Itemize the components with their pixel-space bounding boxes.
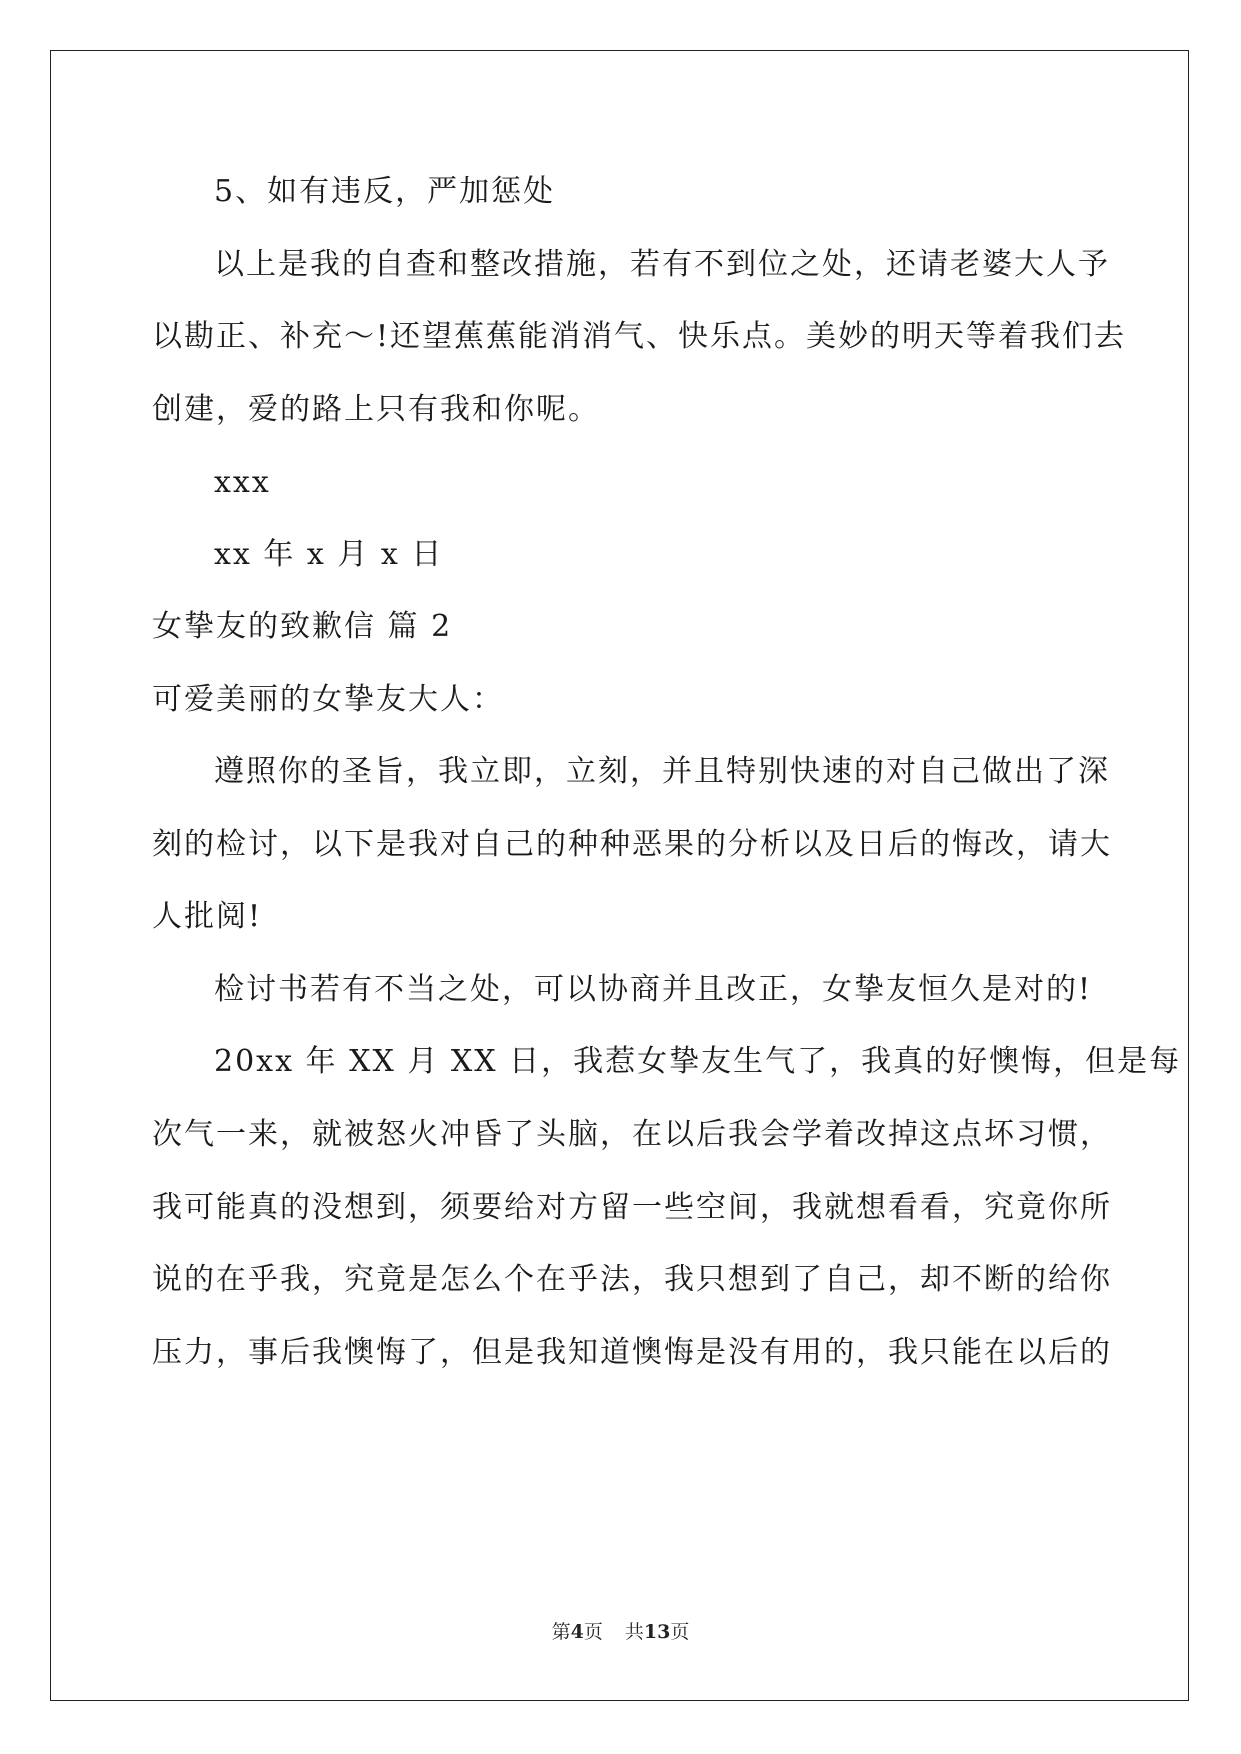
signature-date: xx 年 x 月 x 日 <box>214 537 444 572</box>
signature-name: xxx <box>214 465 271 500</box>
footer-total-pages: 13 <box>643 1621 671 1643</box>
paragraph-line: 遵照你的圣旨，我立即，立刻，并且特别快速的对自己做出了深 <box>214 754 1110 789</box>
list-item-5: 5、如有违反，严加惩处 <box>214 174 556 209</box>
paragraph-line: 次气一来，就被怒火冲昏了头脑，在以后我会学着改掉这点坏习惯， <box>152 1117 1112 1152</box>
footer-page-prefix: 第 <box>551 1621 571 1643</box>
paragraph-line: 以上是我的自查和整改措施，若有不到位之处，还请老婆大人予 <box>214 247 1110 282</box>
paragraph-line: 我可能真的没想到，须要给对方留一些空间，我就想看看，究竟你所 <box>152 1190 1112 1225</box>
footer-page-number: 4 <box>570 1621 584 1643</box>
paragraph-line: 20xx 年 XX 月 XX 日，我惹女挚友生气了，我真的好懊悔，但是每 <box>214 1044 1182 1079</box>
page-border <box>50 50 1189 1701</box>
paragraph-line: 人批阅! <box>152 899 263 934</box>
footer-page-suffix: 页 <box>583 1621 603 1643</box>
footer-total-suffix: 页 <box>670 1621 690 1643</box>
paragraph-line: 以勘正、补充～!还望蕉蕉能消消气、快乐点。美妙的明天等着我们去 <box>152 319 1127 354</box>
section-heading: 女挚友的致歉信 篇 2 <box>152 609 453 644</box>
paragraph-line: 压力，事后我懊悔了，但是我知道懊悔是没有用的，我只能在以后的 <box>152 1335 1112 1370</box>
page-footer <box>0 1620 1241 1644</box>
paragraph-line: 说的在乎我，究竟是怎么个在乎法，我只想到了自己，却不断的给你 <box>152 1262 1112 1297</box>
paragraph-line: 检讨书若有不当之处，可以协商并且改正，女挚友恒久是对的! <box>214 972 1093 1007</box>
paragraph-line: 创建，爱的路上只有我和你呢。 <box>152 392 600 427</box>
salutation: 可爱美丽的女挚友大人： <box>152 682 504 717</box>
paragraph-line: 刻的检讨，以下是我对自己的种种恶果的分析以及日后的悔改，请大 <box>152 827 1112 862</box>
footer-total-prefix: 共 <box>624 1621 644 1643</box>
